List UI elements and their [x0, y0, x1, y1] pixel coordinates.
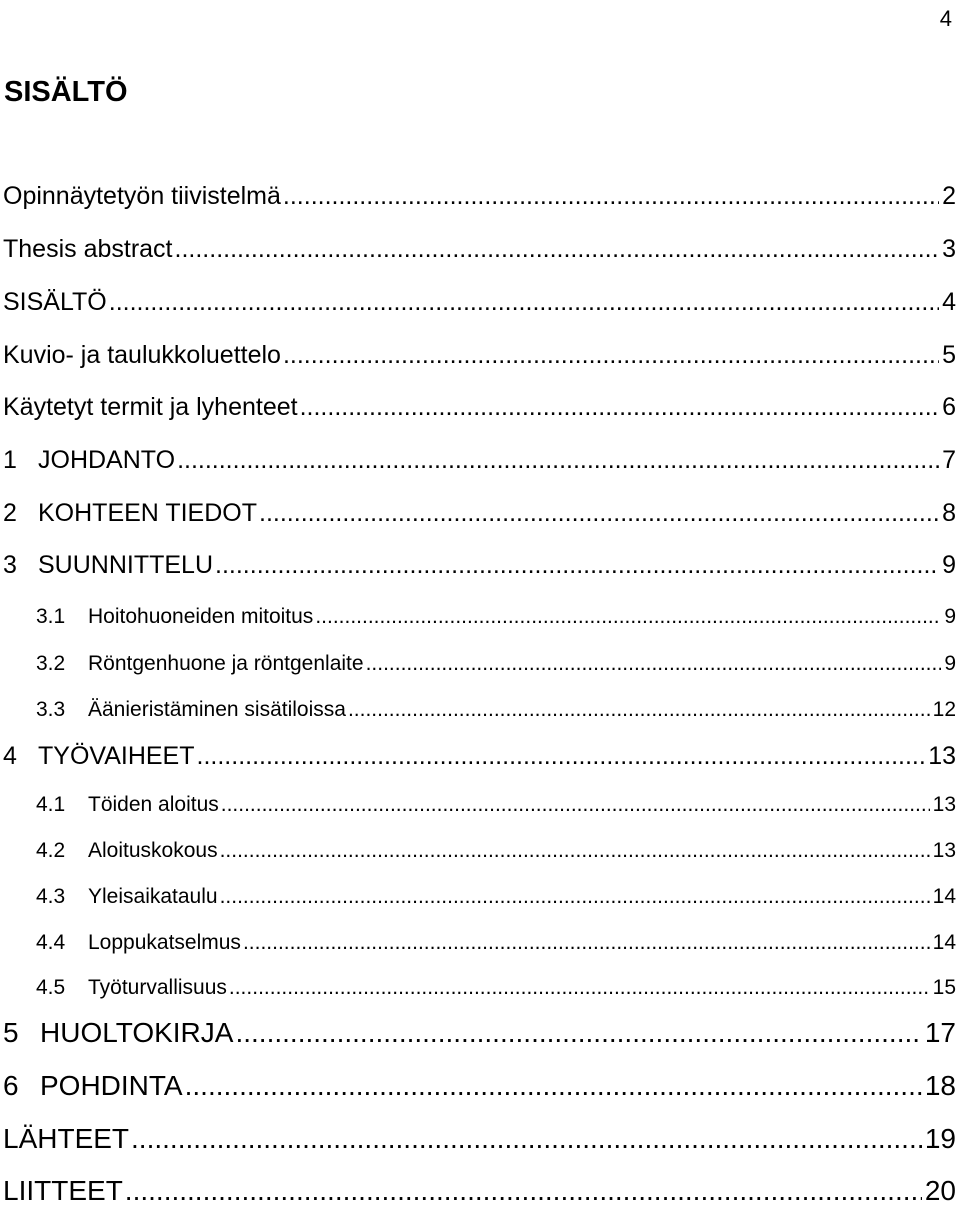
toc-entry-leader: [125, 1173, 922, 1209]
toc-entry-leader: [177, 444, 939, 476]
toc-entry-page: 14: [932, 931, 956, 954]
toc-entry-label: Hoitohuoneiden mitoitus: [88, 605, 314, 628]
toc-entry-label: Työturvallisuus: [88, 976, 227, 999]
toc-entry-leader: [215, 549, 939, 581]
toc-entry-label: Opinnäytetyön tiivistelmä: [3, 182, 281, 210]
toc-entry-leader: [283, 180, 939, 212]
toc-entry[interactable]: [3, 444, 956, 476]
toc-entry-number: 6: [3, 1070, 19, 1101]
toc-entry-number: 2: [3, 499, 17, 527]
toc-entry-label: KOHTEEN TIEDOT: [38, 499, 258, 527]
toc-entry[interactable]: [3, 286, 956, 318]
toc-entry-page: 9: [944, 652, 956, 675]
toc-entry-label: LIITTEET: [3, 1175, 123, 1206]
toc-entry-number: 4.1: [36, 793, 66, 816]
toc-entry[interactable]: [3, 497, 956, 529]
toc-entry-number: 4.4: [36, 931, 66, 954]
toc-entry-leader: [315, 604, 941, 630]
toc-entry-leader: [235, 1015, 921, 1051]
toc-entry-page: 9: [944, 605, 956, 628]
toc-entry-page: 9: [942, 551, 956, 579]
toc-entry-page: 13: [932, 793, 956, 816]
toc-entry-leader: [300, 391, 940, 423]
toc-entry-label: JOHDANTO: [38, 446, 176, 474]
toc-entry[interactable]: [3, 233, 956, 265]
toc-entry-page: 13: [932, 839, 956, 862]
toc-entry-leader: [175, 233, 940, 265]
toc-entry-page: 19: [924, 1123, 956, 1154]
toc-entry-leader: [259, 497, 939, 529]
toc-entry[interactable]: [3, 549, 956, 581]
toc-entry[interactable]: [3, 1121, 956, 1157]
toc-entry-number: 3: [3, 551, 17, 579]
toc-entry-number: 5: [3, 1017, 19, 1048]
toc-entry-leader: [185, 1068, 922, 1104]
toc-entry[interactable]: [3, 604, 956, 630]
toc-entry-page: 15: [932, 976, 956, 999]
toc-entry-page: 5: [942, 341, 956, 369]
toc-entry-page: 17: [924, 1017, 956, 1048]
toc-entry[interactable]: [3, 651, 956, 677]
toc-entry-page: 6: [942, 393, 956, 421]
toc-entry-page: 14: [932, 885, 956, 908]
toc-entry-leader: [109, 286, 939, 318]
toc-entry-leader: [243, 930, 930, 956]
toc-entry-leader: [220, 838, 930, 864]
toc-entry[interactable]: [3, 930, 956, 956]
toc-entry-page: 7: [942, 446, 956, 474]
toc-entry-page: 8: [942, 499, 956, 527]
page-number: 4: [939, 6, 952, 31]
page-title: SISÄLTÖ: [4, 76, 128, 108]
toc-entry[interactable]: [3, 792, 956, 818]
toc-entry[interactable]: [3, 339, 956, 371]
toc-entry-label: SUUNNITTELU: [38, 551, 214, 579]
toc-entry-number: 1: [3, 446, 17, 474]
toc-entry-label: Äänieristäminen sisätiloissa: [88, 698, 346, 721]
toc-entry[interactable]: [3, 740, 956, 772]
toc-entry-label: Aloituskokous: [88, 839, 218, 862]
toc-entry-leader: [197, 740, 926, 772]
toc-entry[interactable]: [3, 975, 956, 1001]
toc-entry-page: 13: [928, 742, 956, 770]
toc-entry[interactable]: [3, 1015, 956, 1051]
toc-entry-label: Käytetyt termit ja lyhenteet: [3, 393, 298, 421]
toc-entry-label: Thesis abstract: [3, 235, 173, 263]
toc-entry[interactable]: [3, 838, 956, 864]
toc-entry-number: 3.3: [36, 698, 66, 721]
toc-entry-leader: [131, 1121, 922, 1157]
toc-entry-leader: [220, 884, 930, 910]
toc-entry-leader: [221, 792, 930, 818]
toc-entry[interactable]: [3, 1173, 956, 1209]
toc-entry-number: 3.1: [36, 605, 66, 628]
toc-entry[interactable]: [3, 180, 956, 212]
toc-entry-page: 3: [942, 235, 956, 263]
toc-entry[interactable]: [3, 697, 956, 723]
toc-entry-page: 2: [942, 182, 956, 210]
toc-entry-label: Kuvio- ja taulukkoluettelo: [3, 341, 281, 369]
toc-entry-label: LÄHTEET: [3, 1123, 130, 1154]
toc-entry-number: 4.5: [36, 976, 66, 999]
toc-entry-number: 4.3: [36, 885, 66, 908]
toc-entry-number: 3.2: [36, 652, 66, 675]
toc-entry-label: Loppukatselmus: [88, 931, 241, 954]
toc-entry[interactable]: [3, 391, 956, 423]
toc-entry-label: Yleisaikataulu: [88, 885, 218, 908]
toc-entry-page: 4: [942, 288, 956, 316]
toc-entry[interactable]: [3, 884, 956, 910]
toc-entry-number: 4.2: [36, 839, 66, 862]
toc-entry-page: 18: [924, 1070, 956, 1101]
toc-entry-leader: [348, 697, 930, 723]
toc-entry-label: TYÖVAIHEET: [38, 742, 195, 770]
toc-entry-leader: [366, 651, 942, 677]
toc-entry-leader: [229, 975, 930, 1001]
toc-entry-label: SISÄLTÖ: [3, 288, 107, 316]
toc-entry-label: Töiden aloitus: [88, 793, 219, 816]
toc-entry-label: Röntgenhuone ja röntgenlaite: [88, 652, 364, 675]
toc-entry-leader: [283, 339, 939, 371]
toc-entry-page: 12: [932, 698, 956, 721]
toc-entry-label: HUOLTOKIRJA: [40, 1017, 234, 1048]
toc-entry-page: 20: [924, 1175, 956, 1206]
toc-entry[interactable]: [3, 1068, 956, 1104]
toc-entry-label: POHDINTA: [40, 1070, 183, 1101]
toc-entry-number: 4: [3, 742, 17, 770]
